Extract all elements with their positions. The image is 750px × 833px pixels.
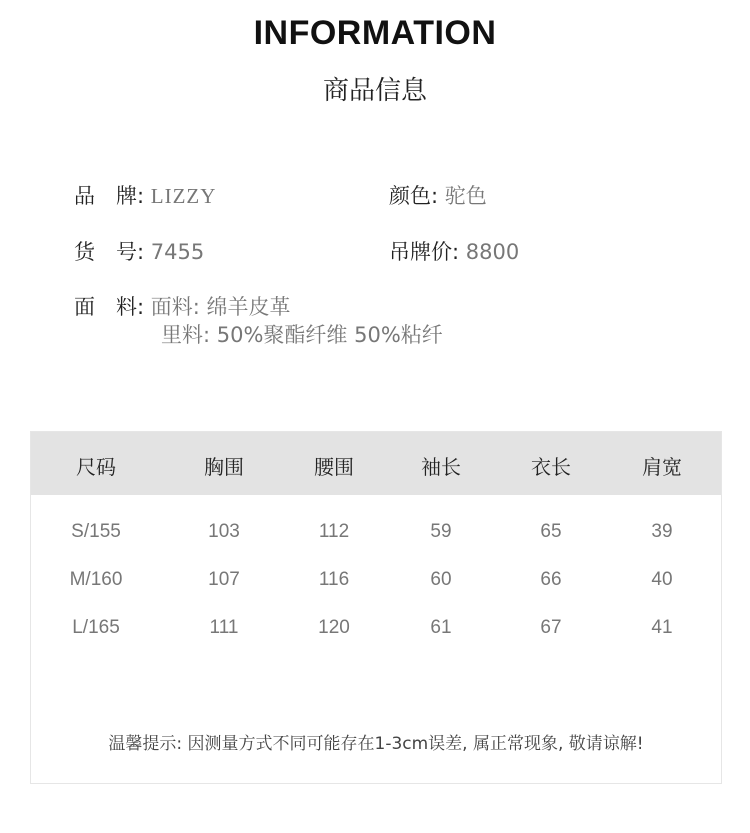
- header-bust: 胸围: [204, 455, 244, 479]
- cell-shoulder: 39: [651, 521, 673, 542]
- header-shoulder: 肩宽: [642, 455, 682, 479]
- size-table-header: [31, 432, 721, 495]
- cell-waist: 112: [318, 521, 350, 542]
- cell-sleeve: 61: [430, 617, 452, 638]
- header-waist: 腰围: [314, 455, 354, 479]
- item-no-label: 货 号:: [74, 240, 145, 264]
- title-en: INFORMATION: [253, 14, 497, 52]
- item-no-row: [74, 236, 204, 266]
- cell-size: L/165: [72, 617, 120, 638]
- header-length: 衣长: [531, 455, 571, 479]
- title-cn: 商品信息: [322, 76, 427, 106]
- cell-size: S/155: [71, 521, 121, 542]
- price-row: [389, 236, 519, 266]
- cell-bust: 103: [208, 521, 240, 542]
- material-line-2-row: [161, 319, 443, 349]
- cell-waist: 120: [318, 617, 350, 638]
- brand-label: 品 牌:: [74, 184, 145, 208]
- material-line-2: 里料: 50%聚酯纤维 50%粘纤: [161, 323, 443, 347]
- cell-waist: 116: [318, 569, 350, 590]
- material-row: [74, 291, 291, 321]
- cell-length: 66: [540, 569, 562, 590]
- cell-bust: 107: [208, 569, 240, 590]
- cell-length: 67: [540, 617, 562, 638]
- header-size: 尺码: [76, 455, 116, 479]
- cell-sleeve: 60: [430, 569, 452, 590]
- price-label: 吊牌价:: [389, 240, 460, 264]
- color-label: 颜色:: [389, 184, 439, 208]
- brand-row: [74, 180, 216, 210]
- brand-value: LIZZY: [150, 184, 217, 208]
- cell-sleeve: 59: [430, 521, 452, 542]
- item-no-value: 7455: [150, 240, 205, 264]
- header-sleeve: 袖长: [421, 455, 461, 479]
- cell-bust: 111: [209, 617, 239, 638]
- material-line-1: 面料: 绵羊皮革: [150, 295, 291, 319]
- cell-shoulder: 41: [651, 617, 673, 638]
- cell-shoulder: 40: [651, 569, 673, 590]
- measurement-note: 温馨提示: 因测量方式不同可能存在1-3cm误差, 属正常现象, 敬请谅解!: [108, 734, 644, 754]
- color-value: 驼色: [444, 184, 487, 208]
- cell-length: 65: [540, 521, 562, 542]
- size-table: [30, 431, 722, 784]
- price-value: 8800: [465, 240, 520, 264]
- material-label: 面 料:: [74, 295, 145, 319]
- color-row: [389, 180, 487, 210]
- cell-size: M/160: [69, 569, 123, 590]
